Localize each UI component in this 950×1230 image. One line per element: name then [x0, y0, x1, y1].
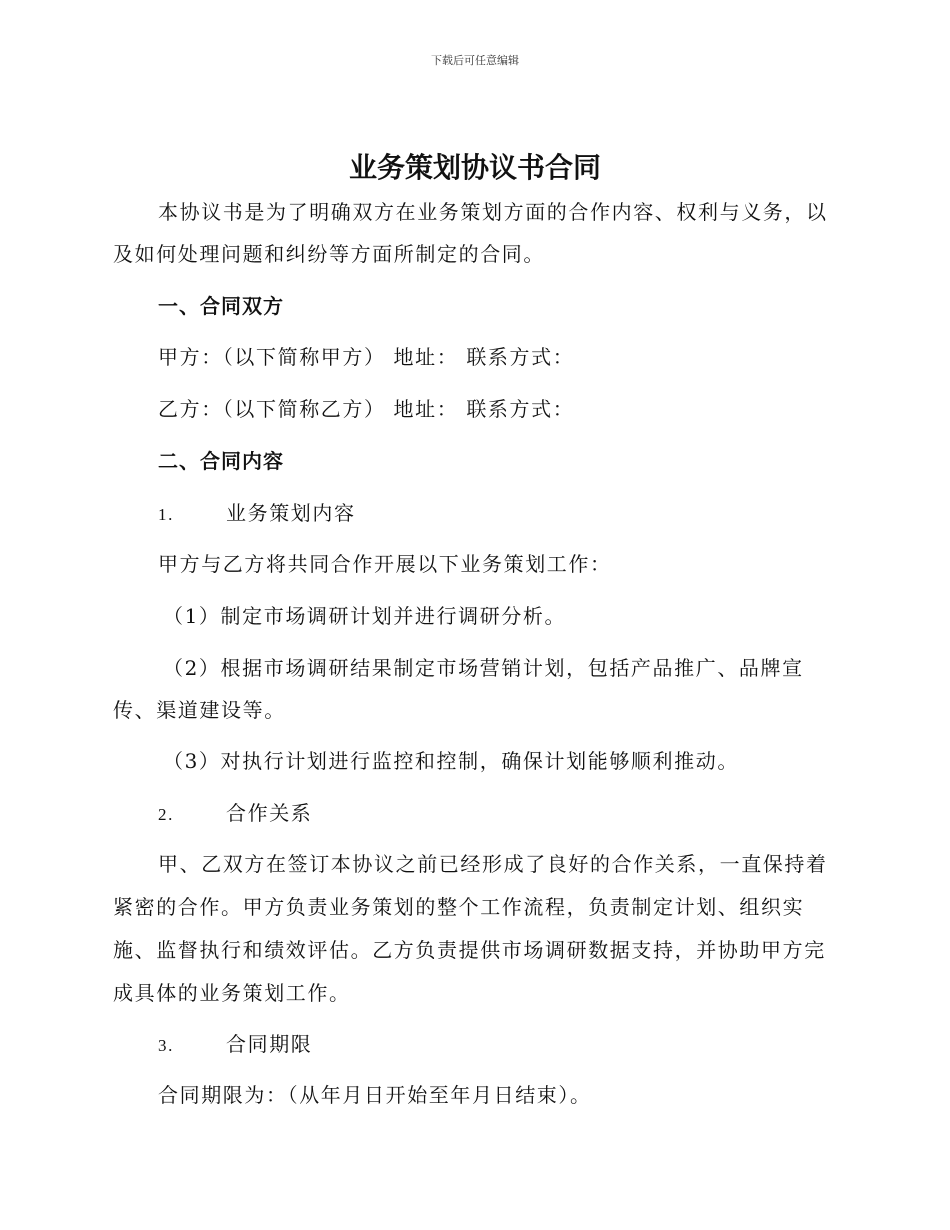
item-1-heading	[158, 500, 883, 528]
item-1-lead: 甲方与乙方将共同合作开展以下业务策划工作：	[158, 552, 612, 576]
item-3-number: 3.	[158, 1036, 174, 1055]
section-2-heading: 二、合同内容	[158, 449, 284, 473]
item-2-label: 合作关系	[226, 801, 313, 825]
document-title: 业务策划协议书合同	[348, 151, 601, 184]
item-2-number: 2.	[158, 805, 174, 824]
party-a-line: 甲方：（以下简称甲方） 地址： 联系方式：	[158, 345, 575, 369]
item-2-para-line-4: 成具体的业务策划工作。	[113, 981, 351, 1005]
item-1-number: 1.	[158, 505, 174, 524]
item-3-label: 合同期限	[226, 1032, 313, 1056]
intro-line-2: 及如何处理问题和纠纷等方面所制定的合同。	[113, 242, 545, 266]
party-b-line: 乙方：（以下简称乙方） 地址： 联系方式：	[158, 397, 575, 421]
page-header: 下载后可任意编辑	[431, 54, 519, 67]
item-2-heading	[158, 800, 883, 828]
item-1-sub-1: （1）制定市场调研计划并进行调研分析。	[163, 604, 567, 628]
item-2-para-line-3: 施、监督执行和绩效评估。乙方负责提供市场调研数据支持，并协助甲方完	[113, 938, 826, 962]
item-2-para-line-1: 甲、乙双方在签订本协议之前已经形成了良好的合作关系，一直保持着	[158, 852, 828, 876]
item-1-sub-2-line-2: 传、渠道建设等。	[113, 698, 286, 722]
section-1-heading: 一、合同双方	[158, 294, 284, 318]
intro-line-1: 本协议书是为了明确双方在业务策划方面的合作内容、权利与义务，以	[158, 200, 828, 224]
item-1-sub-2-line-1: （2）根据市场调研结果制定市场营销计划，包括产品推广、品牌宣	[163, 656, 804, 680]
item-3-text: 合同期限为：（从年月日开始至年月日结束）。	[158, 1083, 592, 1107]
item-2-para-line-2: 紧密的合作。甲方负责业务策划的整个工作流程，负责制定计划、组织实	[113, 895, 805, 919]
item-1-sub-3: （3）对执行计划进行监控和控制，确保计划能够顺利推动。	[163, 749, 739, 773]
item-1-label: 业务策划内容	[226, 501, 356, 525]
item-3-heading	[158, 1031, 883, 1059]
